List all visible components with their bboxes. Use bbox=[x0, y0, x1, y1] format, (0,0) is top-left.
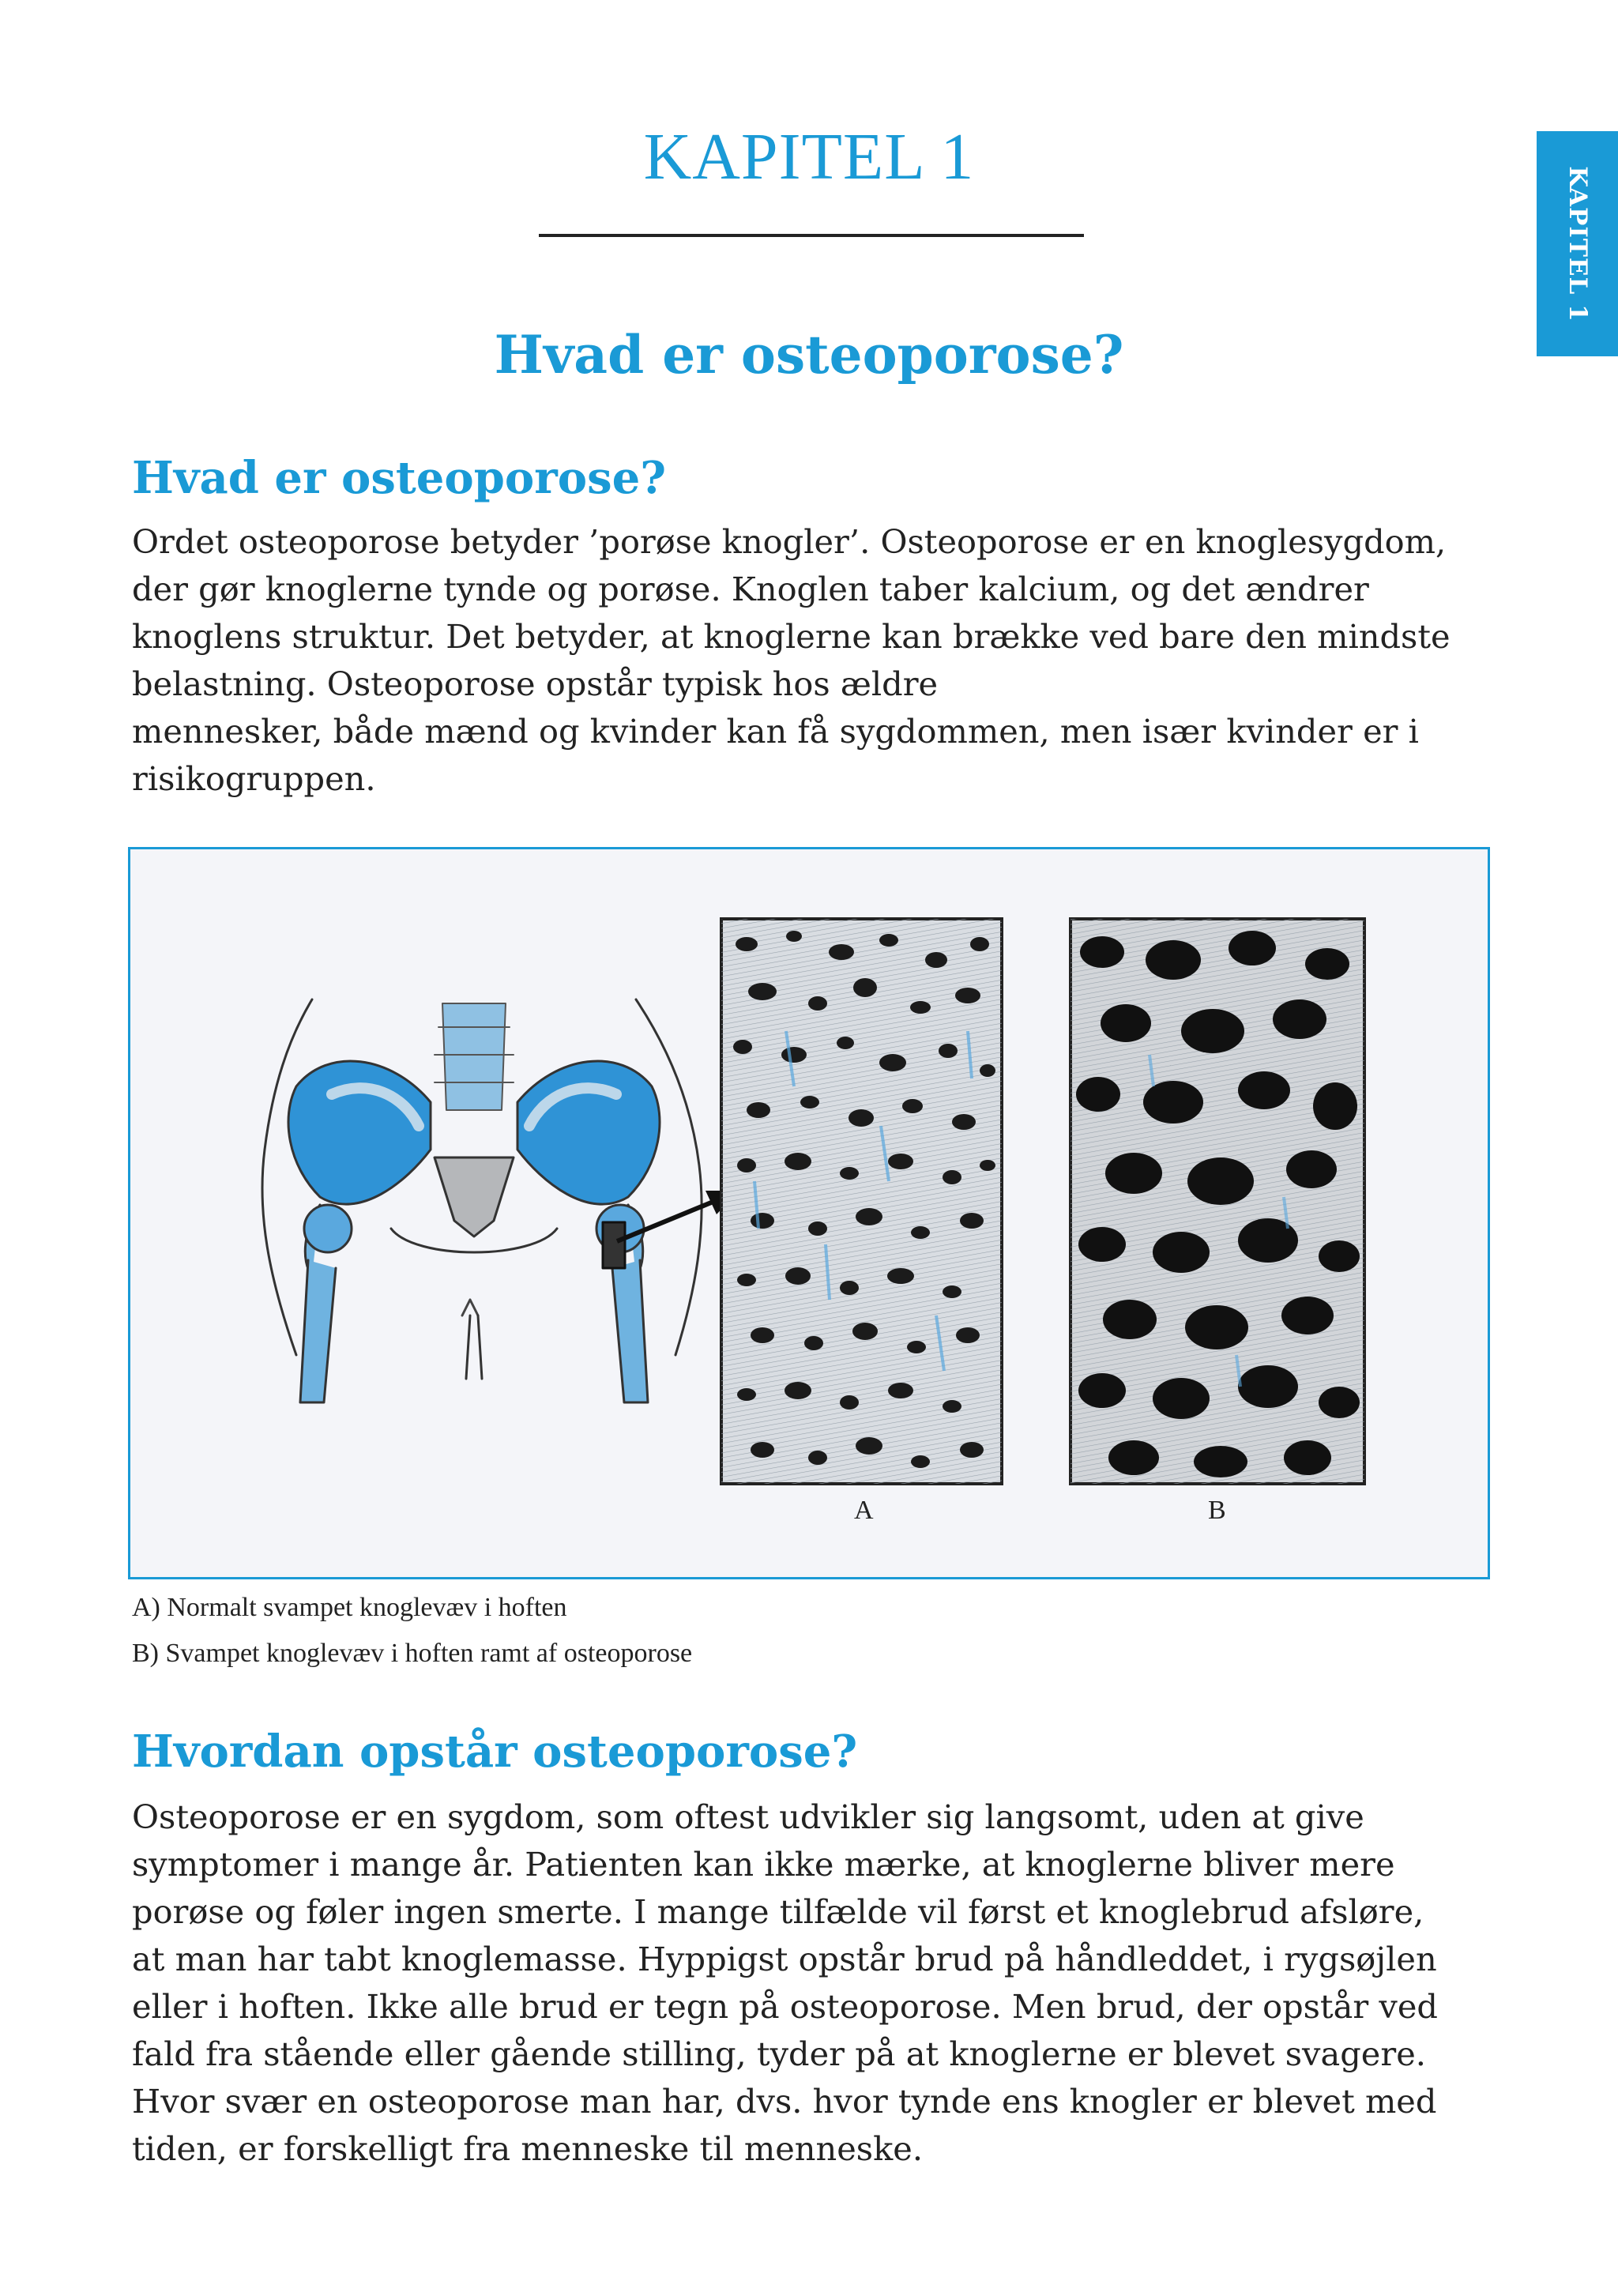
section-heading-how-arises: Hvordan opstår osteoporose? bbox=[132, 1726, 858, 1778]
body-line: risikogruppen. bbox=[132, 759, 376, 798]
bone-illustration bbox=[130, 849, 1488, 1577]
panel-b-osteoporotic-bone bbox=[1071, 919, 1364, 1484]
body-line: symptomer i mange år. Patienten kan ikke mærke, at knoglerne bliver mere bbox=[132, 1845, 1395, 1884]
body-line: porøse og føler ingen smerte. I mange tilfælde vil først et knoglebrud afsløre, bbox=[132, 1892, 1424, 1931]
section-body-what-is bbox=[132, 518, 1491, 803]
body-line: belastning. Osteoporose opstår typisk hos ældre bbox=[132, 664, 939, 703]
pelvis-drawing bbox=[262, 999, 702, 1402]
panel-a-normal-bone bbox=[721, 919, 1002, 1484]
panel-b-label: B bbox=[1208, 1496, 1226, 1525]
chapter-divider bbox=[539, 234, 1084, 237]
figure-caption-b: B) Svampet knoglevæv i hoften ramt af osteoporose bbox=[132, 1639, 693, 1668]
body-line: Osteoporose er en sygdom, som oftest udvikler sig langsomt, uden at give bbox=[132, 1797, 1364, 1836]
section-body-how-arises bbox=[132, 1794, 1491, 2173]
chapter-side-tab[interactable] bbox=[1537, 131, 1618, 356]
body-line: Ordet osteoporose betyder ’porøse knogler’. Osteoporose er en knoglesygdom, bbox=[132, 522, 1447, 561]
section-heading-what-is: Hvad er osteoporose? bbox=[132, 452, 667, 504]
figure-caption-a: A) Normalt svampet knoglevæv i hoften bbox=[132, 1593, 567, 1622]
body-line: fald fra stående eller gående stilling, tyder på at knoglerne er blevet svagere. bbox=[132, 2034, 1426, 2073]
chapter-side-tab-label: KAPITEL 1 bbox=[1563, 165, 1592, 322]
body-line: tiden, er forskelligt fra menneske til menneske. bbox=[132, 2129, 924, 2168]
body-line: knoglens struktur. Det betyder, at knoglerne kan brække ved bare den mindste bbox=[132, 617, 1451, 656]
chapter-title: KAPITEL 1 bbox=[643, 120, 975, 194]
page-heading: Hvad er osteoporose? bbox=[494, 324, 1124, 386]
body-line: Hvor svær en osteoporose man har, dvs. hvor tynde ens knogler er blevet med bbox=[132, 2082, 1437, 2121]
body-line: at man har tabt knoglemasse. Hyppigst opstår brud på håndleddet, i rygsøjlen bbox=[132, 1940, 1437, 1978]
bone-illustration-figure bbox=[128, 847, 1490, 1579]
body-line: mennesker, både mænd og kvinder kan få sygdommen, men især kvinder er i bbox=[132, 712, 1419, 751]
body-line: der gør knoglerne tynde og porøse. Knoglen taber kalcium, og det ændrer bbox=[132, 570, 1369, 608]
panel-a-label: A bbox=[854, 1496, 874, 1525]
body-line: eller i hoften. Ikke alle brud er tegn på osteoporose. Men brud, der opstår ved bbox=[132, 1987, 1438, 2026]
